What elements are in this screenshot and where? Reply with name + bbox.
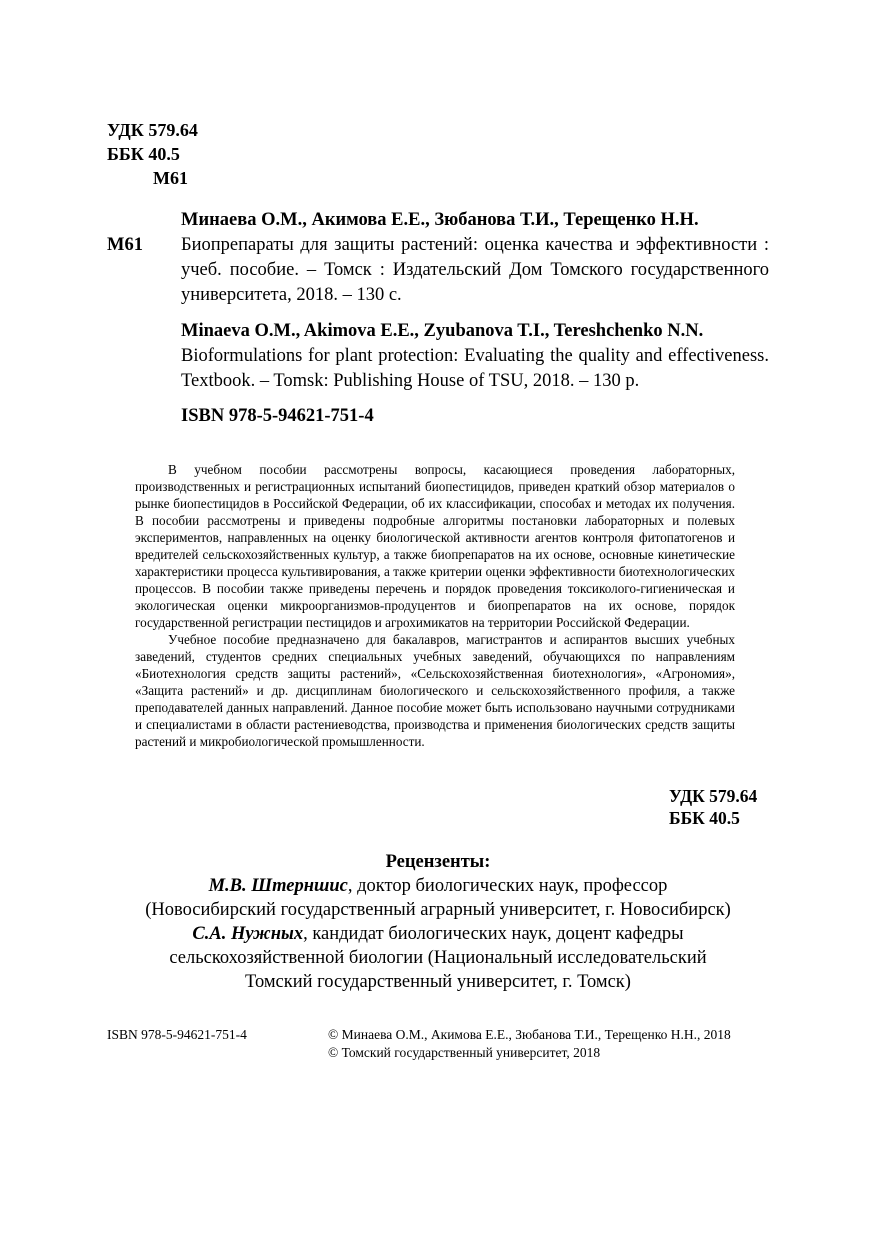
reviewer-1 [107,874,769,898]
authors-en: Minaeva O.M., Akimova E.E., Zyubanova T.I., Tereshchenko N.N. [181,321,704,341]
copyright-authors: © Минаева О.М., Акимова Е.Е., Зюбанова Т.И., Терещенко Н.Н., 2018 [328,1027,731,1042]
reviewer-1-name: М.В. Штерншис [208,876,348,896]
reviewer-2 [107,922,769,946]
reviewers-block [107,850,769,994]
footer-copyright [328,1026,731,1062]
bibliographic-record [181,208,769,429]
copyright-publisher: © Томский государственный университет, 2018 [328,1045,601,1060]
reviewer-2-name: С.А. Нужных [192,924,304,944]
classification-bottom [669,785,757,829]
udk-code-bottom: УДК 579.64 [669,786,758,806]
bbk-code-bottom: ББК 40.5 [669,808,740,828]
udk-code: УДК 579.64 [107,120,198,140]
reviewer-1-org: (Новосибирский государственный аграрный университет, г. Новосибирск) [145,900,731,920]
reviewer-2-org-line-2: Томский государственный университет, г. Томск) [245,972,631,992]
author-mark: М61 [153,168,188,188]
abstract-paragraph-2: Учебное пособие предназначено для бакалавров, магистрантов и аспирантов высших учебных заведений, студентов средних специальных учебных заведений, обучающихся по направлениям «Биотехнология средств защиты растений», «Сельскохозяйственная биотехнология», «Агрономия», «Защита растений» и др. дисциплинам биологического и сельскохозяйственного профиля, а также преподавателей данных направлений. Данное пособие может быть использовано научными сотрудниками и специалистами в области растениеводства, производства и применения биологических средств защиты растений и микробиологической промышленности. [135,632,735,749]
isbn-main: ISBN 978-5-94621-751-4 [181,406,374,426]
classification-block [107,118,198,190]
description-en: Bioformulations for plant protection: Evaluating the quality and effectiveness. Textbook. – Tomsk: Publishing House of TSU, 2018. – 130 p. [181,346,769,391]
biblio-author-mark: М61 [107,235,143,255]
reviewer-1-desc: , доктор биологических наук, профессор [347,876,668,896]
abstract-paragraph-1: В учебном пособии рассмотрены вопросы, касающиеся проведения лабораторных, производственных и регистрационных испытаний биопестицидов, приведен краткий обзор материалов о рынке биопестицидов в Российской Федерации, об их классификации, способах и методах их получения. В пособии рассмотрены и приведены подробные алгоритмы постановки лабораторных и полевых экспериментов, направленных на оценку биологической активности агентов контроля фитопатогенов и вредителей сельскохозяйственных культур, а также биопрепаратов на их основе, основные кинетические характеристики процесса культивирования, а также критерии оценки эффективности биотехнологических процессов. В пособии также приведены перечень и порядок проведения токсиколого-гигиеническая и экологическая оценки микроорганизмов-продуцентов и биопрепаратов на их основе, порядок государственной регистрации пестицидов и агрохимикатов на территории Российской Федерации. [135,462,735,630]
reviewer-2-desc: , кандидат биологических наук, доцент кафедры [303,924,684,944]
footer-isbn: ISBN 978-5-94621-751-4 [107,1027,247,1042]
abstract [135,461,735,750]
reviewers-title: Рецензенты: [385,852,491,872]
reviewer-2-org-line-1: сельскохозяйственной биологии (Национальный исследовательский [169,948,707,968]
bbk-code: ББК 40.5 [107,144,180,164]
description-ru: Биопрепараты для защиты растений: оценка качества и эффективности : учеб. пособие. – Томск : Издательский Дом Томского государственного университета, 2018. – 130 с. [181,235,769,305]
authors-ru: Минаева О.М., Акимова Е.Е., Зюбанова Т.И., Терещенко Н.Н. [181,210,699,230]
